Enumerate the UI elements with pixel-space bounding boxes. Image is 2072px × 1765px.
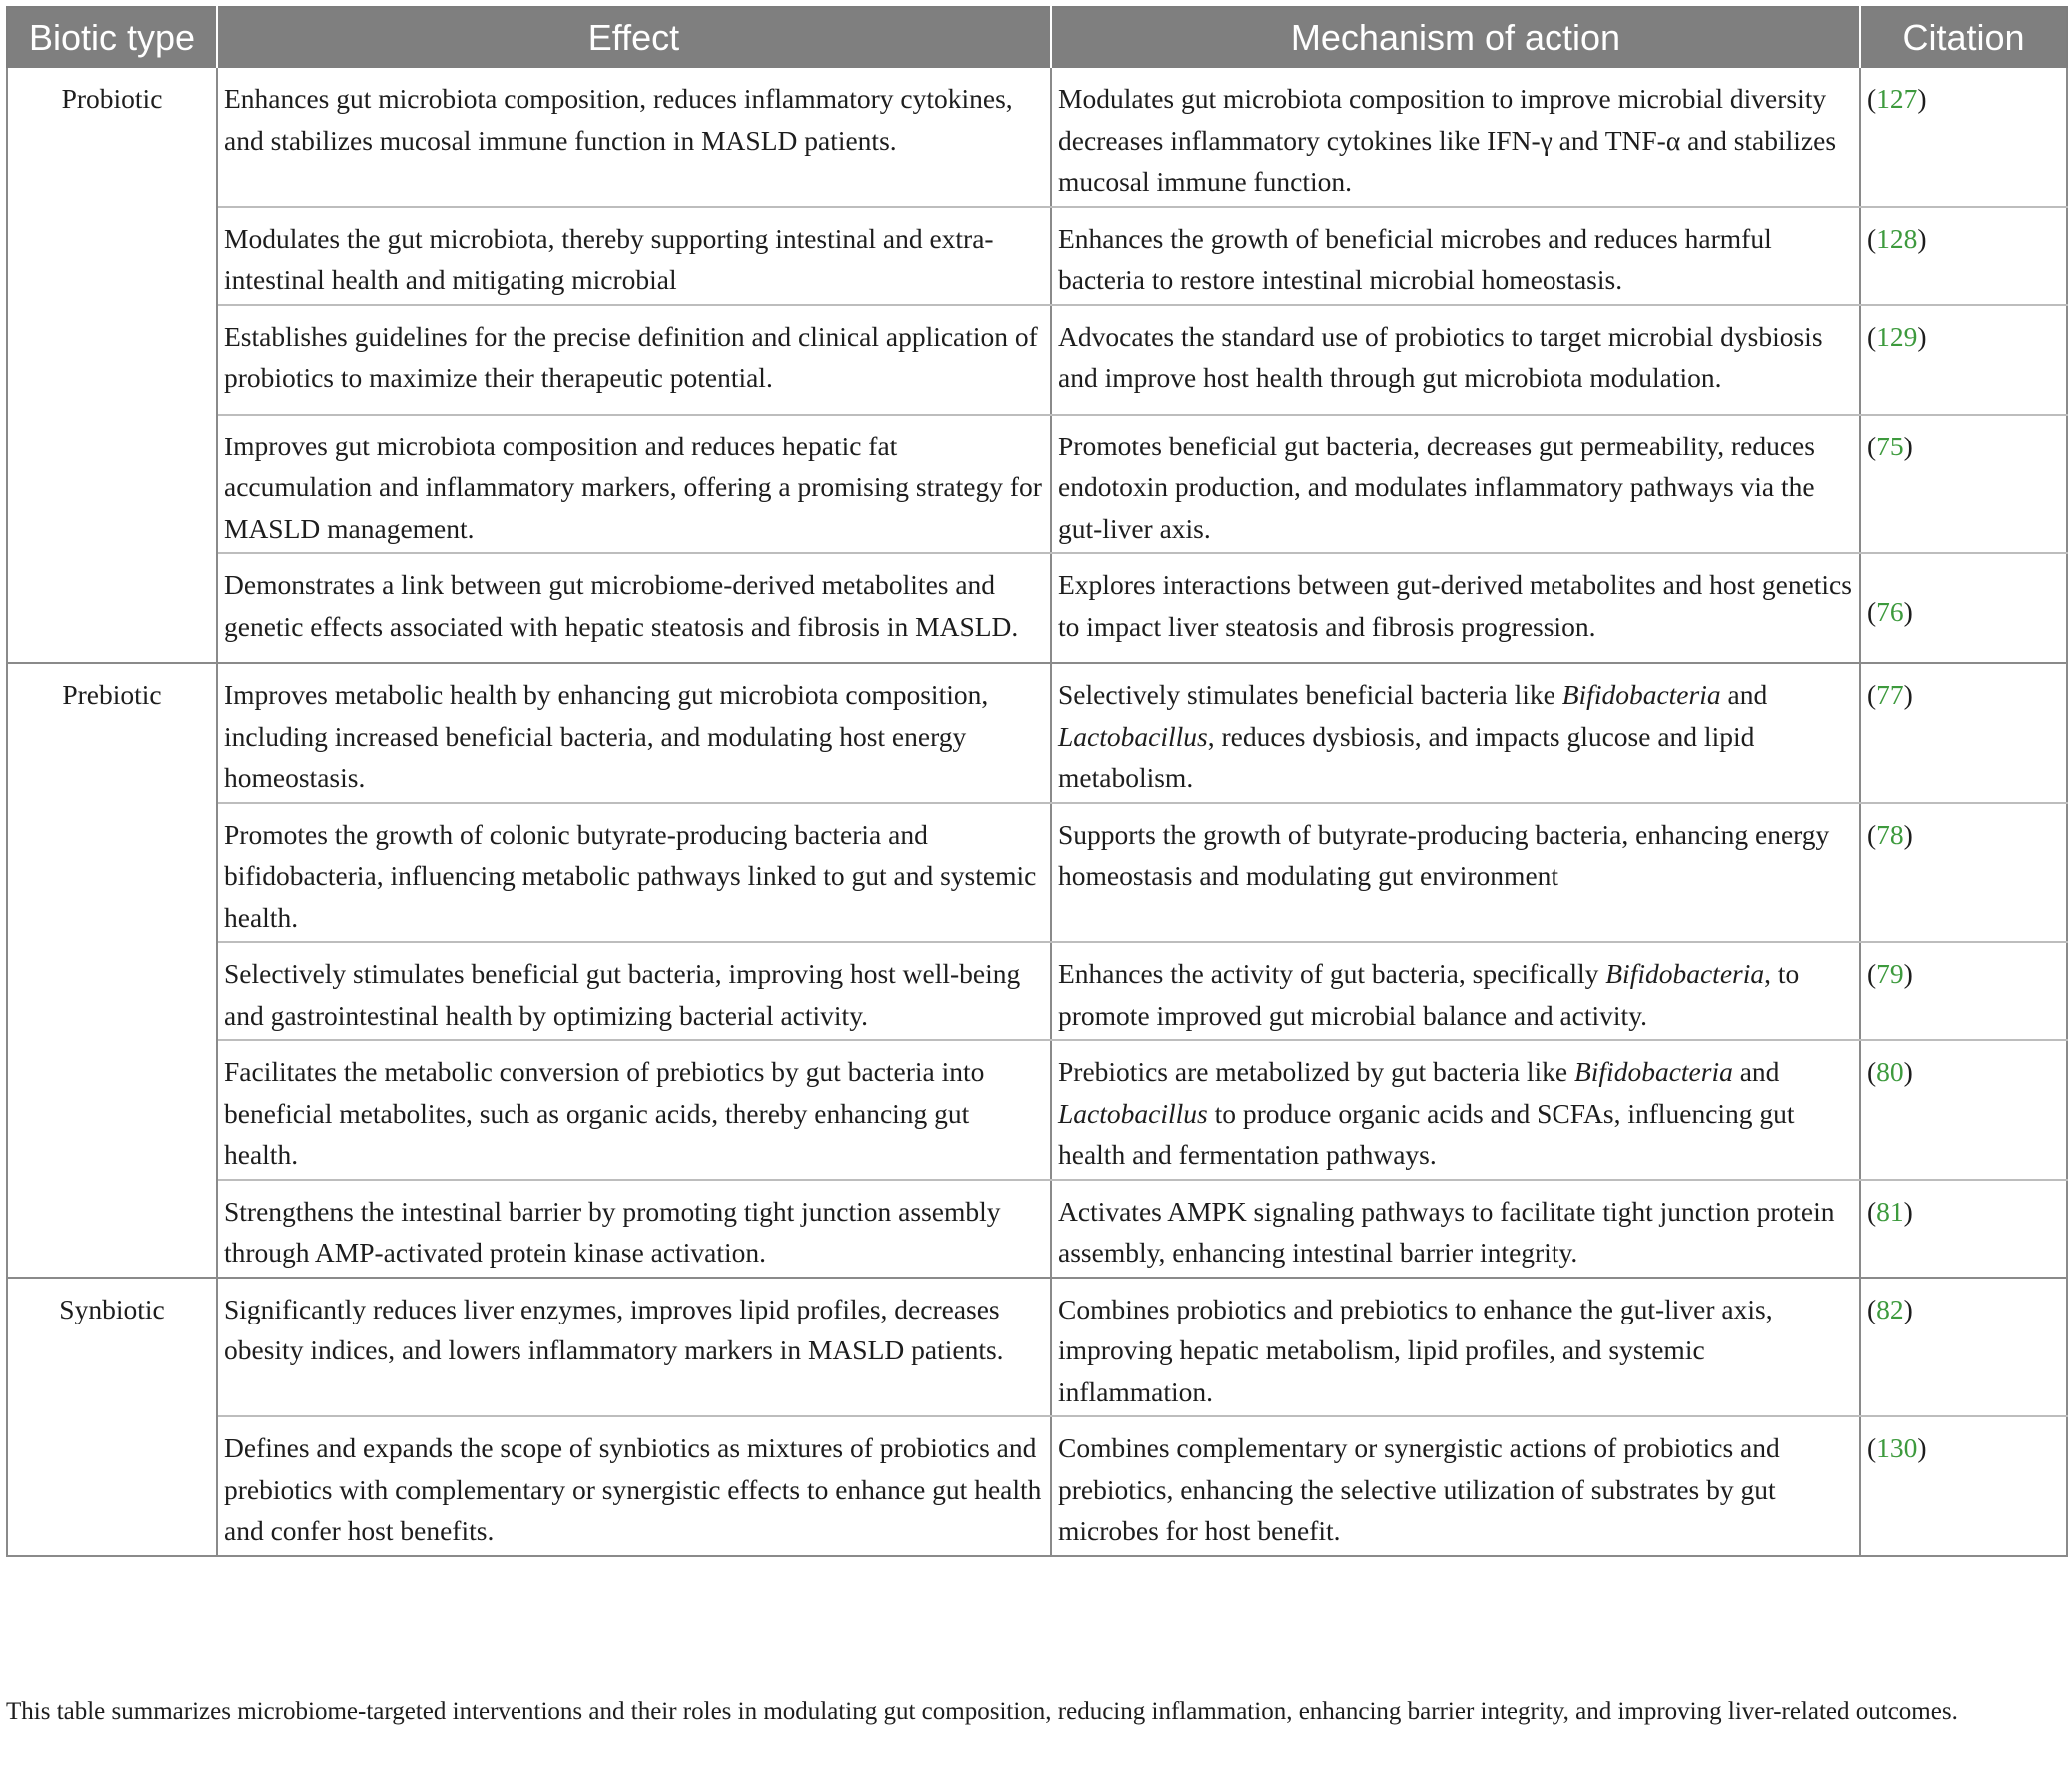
citation-link[interactable]: 81 [1876,1195,1904,1227]
effect-cell: Enhances gut microbiota composition, reduces inflammatory cytokines, and stabilizes mucosal immune function in MASLD patients. [217,68,1051,207]
citation-cell: (127) [1860,68,2067,207]
citation-link[interactable]: 79 [1876,958,1904,989]
mechanism-italic-term: Lactobacillus [1058,720,1208,752]
citation-cell: (81) [1860,1180,2067,1278]
table-row [7,207,2067,305]
table-body [7,68,2067,1556]
table-row [7,415,2067,554]
effect-cell: Improves gut microbiota composition and reduces hepatic fat accumulation and inflammatory markers, offering a promising strategy for MASLD management. [217,415,1051,554]
citation-link[interactable]: 130 [1876,1432,1918,1463]
biotic-type-cell: Probiotic [7,68,217,663]
mechanism-cell [1051,68,1860,207]
mechanism-text: Combines complementary or synergistic actions of probiotics and prebiotics, enhancing the selective utilization of substrates by gut microbes for host benefit. [1058,1432,1780,1546]
effect-cell: Strengthens the intestinal barrier by promoting tight junction assembly through AMP-activated protein kinase activation. [217,1180,1051,1278]
citation-cell: (78) [1860,803,2067,943]
mechanism-cell [1051,1180,1860,1278]
mechanism-text: Promotes beneficial gut bacteria, decreases gut permeability, reduces endotoxin production, and modulates inflammatory pathways via the gut-liver axis. [1058,430,1815,544]
header-row [7,7,2067,68]
mechanism-cell [1051,663,1860,803]
mechanism-text: and [1732,1056,1780,1087]
mechanism-cell [1051,1416,1860,1556]
biotic-type-cell: Prebiotic [7,663,217,1278]
citation-cell: (75) [1860,415,2067,554]
citation-link[interactable]: 129 [1876,320,1918,352]
mechanism-cell [1051,803,1860,943]
mechanism-text: Enhances the activity of gut bacteria, specifically [1058,958,1606,989]
mechanism-text: Modulates gut microbiota composition to improve microbial diversity decreases inflammatory cytokines like IFN-γ and TNF-α and stabilizes mucosal immune function. [1058,83,1837,197]
header-biotic-type: Biotic type [7,7,217,68]
mechanism-cell [1051,207,1860,305]
mechanism-italic-term: Lactobacillus [1058,1097,1208,1129]
effect-cell: Improves metabolic health by enhancing gut microbiota composition, including increased beneficial bacteria, and modulating host energy homeostasis. [217,663,1051,803]
citation-cell: (79) [1860,942,2067,1040]
citation-cell: (130) [1860,1416,2067,1556]
table-row [7,803,2067,943]
header-mechanism: Mechanism of action [1051,7,1860,68]
header-citation: Citation [1860,7,2067,68]
mechanism-text: Activates AMPK signaling pathways to facilitate tight junction protein assembly, enhancing intestinal barrier integrity. [1058,1195,1835,1268]
table-row [7,1040,2067,1180]
table-row [7,942,2067,1040]
mechanism-text: Supports the growth of butyrate-producing bacteria, enhancing energy homeostasis and modulating gut environment [1058,818,1830,891]
citation-cell: (80) [1860,1040,2067,1180]
mechanism-text: Prebiotics are metabolized by gut bacteria like [1058,1056,1574,1087]
effect-cell: Promotes the growth of colonic butyrate-producing bacteria and bifidobacteria, influencing metabolic pathways linked to gut and systemic health. [217,803,1051,943]
mechanism-text: Enhances the growth of beneficial microbes and reduces harmful bacteria to restore intestinal microbial homeostasis. [1058,222,1772,295]
citation-link[interactable]: 76 [1876,595,1904,627]
effect-cell: Facilitates the metabolic conversion of prebiotics by gut bacteria into beneficial metabolites, such as organic acids, thereby enhancing gut health. [217,1040,1051,1180]
table-caption: This table summarizes microbiome-targeted interventions and their roles in modulating gut composition, reducing inflammation, enhancing barrier integrity, and improving liver-related outcomes. [6,1698,1958,1725]
mechanism-text: to produce organic acids and SCFAs, influencing gut health and fermentation pathways. [1058,1097,1795,1170]
mechanism-cell [1051,305,1860,415]
effect-cell: Selectively stimulates beneficial gut bacteria, improving host well-being and gastrointestinal health by optimizing bacterial activity. [217,942,1051,1040]
mechanism-text: and [1720,679,1768,710]
mechanism-italic-term: Bifidobacteria [1605,958,1765,989]
mechanism-cell [1051,1040,1860,1180]
table-row [7,1180,2067,1278]
mechanism-cell [1051,415,1860,554]
table-row [7,663,2067,803]
citation-link[interactable]: 128 [1876,222,1918,254]
effect-cell: Defines and expands the scope of synbiotics as mixtures of probiotics and prebiotics with complementary or synergistic effects to enhance gut health and confer host benefits. [217,1416,1051,1556]
mechanism-italic-term: Bifidobacteria [1561,679,1721,710]
citation-link[interactable]: 77 [1876,679,1904,710]
table-row [7,1416,2067,1556]
citation-cell: (129) [1860,305,2067,415]
citation-link[interactable]: 82 [1876,1293,1904,1324]
mechanism-cell [1051,942,1860,1040]
mechanism-text: Explores interactions between gut-derived metabolites and host genetics to impact liver steatosis and fibrosis progression. [1058,569,1852,642]
mechanism-text: Advocates the standard use of probiotics to target microbial dysbiosis and improve host health through gut microbiota modulation. [1058,320,1823,393]
citation-link[interactable]: 80 [1876,1056,1904,1087]
mechanism-cell [1051,553,1860,663]
citation-link[interactable]: 78 [1876,818,1904,850]
effect-cell: Modulates the gut microbiota, thereby supporting intestinal and extra-intestinal health and mitigating microbial [217,207,1051,305]
header-effect: Effect [217,7,1051,68]
mechanism-text: , reduces dysbiosis, and impacts glucose and lipid metabolism. [1058,720,1755,793]
mechanism-italic-term: Bifidobacteria [1573,1056,1733,1087]
effect-cell: Demonstrates a link between gut microbiome-derived metabolites and genetic effects associated with hepatic steatosis and fibrosis in MASLD. [217,553,1051,663]
mechanism-text: Selectively stimulates beneficial bacteria like [1058,679,1562,710]
mechanism-cell [1051,1278,1860,1417]
table-row [7,305,2067,415]
citation-cell: (128) [1860,207,2067,305]
effect-cell: Establishes guidelines for the precise definition and clinical application of probiotics to maximize their therapeutic potential. [217,305,1051,415]
table-row [7,68,2067,207]
mechanism-text: , to promote improved gut microbial balance and activity. [1058,958,1800,1031]
biotic-interventions-table [6,6,2068,1557]
citation-link[interactable]: 127 [1876,83,1918,114]
mechanism-text: Combines probiotics and prebiotics to enhance the gut-liver axis, improving hepatic metabolism, lipid profiles, and systemic inflammation. [1058,1293,1773,1407]
table-row [7,1278,2067,1417]
citation-cell: (77) [1860,663,2067,803]
biotic-type-cell: Synbiotic [7,1278,217,1556]
citation-cell: (76) [1860,553,2067,663]
table-row [7,553,2067,663]
citation-cell: (82) [1860,1278,2067,1417]
citation-link[interactable]: 75 [1876,430,1904,461]
table-container [6,6,2066,1557]
effect-cell: Significantly reduces liver enzymes, improves lipid profiles, decreases obesity indices, and lowers inflammatory markers in MASLD patients. [217,1278,1051,1417]
